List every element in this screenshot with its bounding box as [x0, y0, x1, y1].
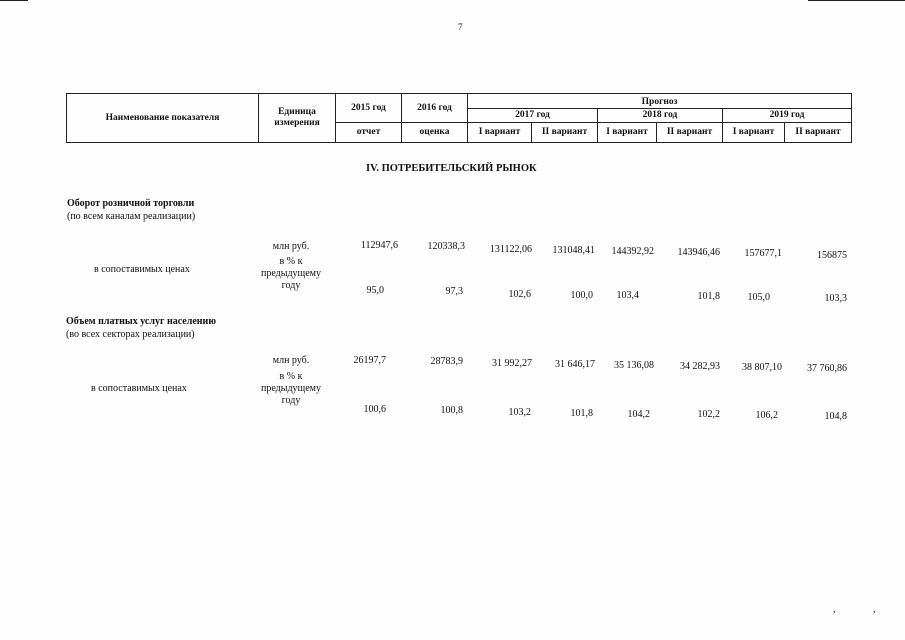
scan-speck: ,	[833, 604, 836, 615]
value-cell: 102,2	[697, 409, 720, 420]
value-cell: 31 646,17	[555, 359, 595, 370]
value-cell: 104,2	[627, 409, 650, 420]
header-indicator: Наименование показателя	[67, 94, 259, 143]
value-cell: 34 282,93	[680, 361, 720, 372]
value-cell: 97,3	[445, 286, 463, 297]
value-cell: 143946,46	[677, 247, 720, 258]
header-2018-variant2: II вариант	[657, 123, 723, 143]
header-2018-variant1: I вариант	[598, 123, 657, 143]
value-cell: 37 760,86	[807, 363, 847, 374]
header-2018: 2018 год	[598, 108, 723, 123]
header-2017-variant2: II вариант	[532, 123, 598, 143]
value-cell: 156875	[817, 250, 847, 261]
header-estimate: оценка	[402, 123, 468, 143]
unit-mln-rub: млн руб.	[272, 241, 310, 252]
scan-mark-left	[0, 0, 28, 1]
header-2017-variant1: I вариант	[468, 123, 532, 143]
value-cell: 100,8	[440, 405, 463, 416]
value-cell: 103,2	[508, 407, 531, 418]
value-cell: 31 992,27	[492, 358, 532, 369]
group-title: Объем платных услуг населению	[66, 316, 216, 327]
header-2015: 2015 год	[336, 94, 402, 123]
value-cell: 103,3	[824, 293, 847, 304]
value-cell: 95,0	[366, 285, 384, 296]
header-forecast: Прогноз	[468, 94, 852, 109]
row-label: в сопоставимых ценах	[91, 383, 187, 394]
value-cell: 144392,92	[611, 246, 654, 257]
scan-mark-right	[808, 0, 905, 1]
row-label: в сопоставимых ценах	[94, 264, 190, 275]
value-cell: 38 807,10	[742, 362, 782, 373]
unit-percent: в % к предыдущему году	[260, 371, 322, 406]
value-cell: 101,8	[697, 291, 720, 302]
value-cell: 131048,41	[552, 245, 595, 256]
value-cell: 103,4	[616, 290, 639, 301]
value-cell: 104,8	[824, 411, 847, 422]
value-cell: 101,8	[570, 408, 593, 419]
page-number: 7	[458, 22, 463, 32]
value-cell: 102,6	[508, 289, 531, 300]
group-subtitle: (по всем каналам реализации)	[67, 211, 196, 222]
value-cell: 106,2	[755, 410, 778, 421]
value-cell: 100,0	[570, 290, 593, 301]
header-2019-variant1: I вариант	[723, 123, 785, 143]
scan-speck: ,	[873, 604, 876, 615]
unit-percent: в % к предыдущему году	[260, 256, 322, 291]
value-cell: 28783,9	[430, 356, 463, 367]
value-cell: 120338,3	[427, 241, 465, 252]
group-subtitle: (во всех секторах реализации)	[66, 329, 195, 340]
group-title: Оборот розничной торговли	[67, 198, 195, 209]
value-cell: 26197,7	[353, 355, 386, 366]
section-title: IV. ПОТРЕБИТЕЛЬСКИЙ РЫНОК	[366, 163, 537, 174]
value-cell: 100,6	[363, 404, 386, 415]
unit-mln-rub: млн руб.	[272, 355, 310, 366]
header-table	[66, 93, 852, 143]
header-report: отчет	[336, 123, 402, 143]
header-2019-variant2: II вариант	[785, 123, 852, 143]
value-cell: 105,0	[747, 292, 770, 303]
value-cell: 112947,6	[360, 240, 398, 251]
value-cell: 35 136,08	[614, 360, 654, 371]
header-unit: Единица измерения	[259, 94, 336, 143]
header-2019: 2019 год	[723, 108, 852, 123]
value-cell: 131122,06	[489, 244, 532, 255]
header-2017: 2017 год	[468, 108, 598, 123]
value-cell: 157677,1	[744, 248, 782, 259]
header-2016: 2016 год	[402, 94, 468, 123]
